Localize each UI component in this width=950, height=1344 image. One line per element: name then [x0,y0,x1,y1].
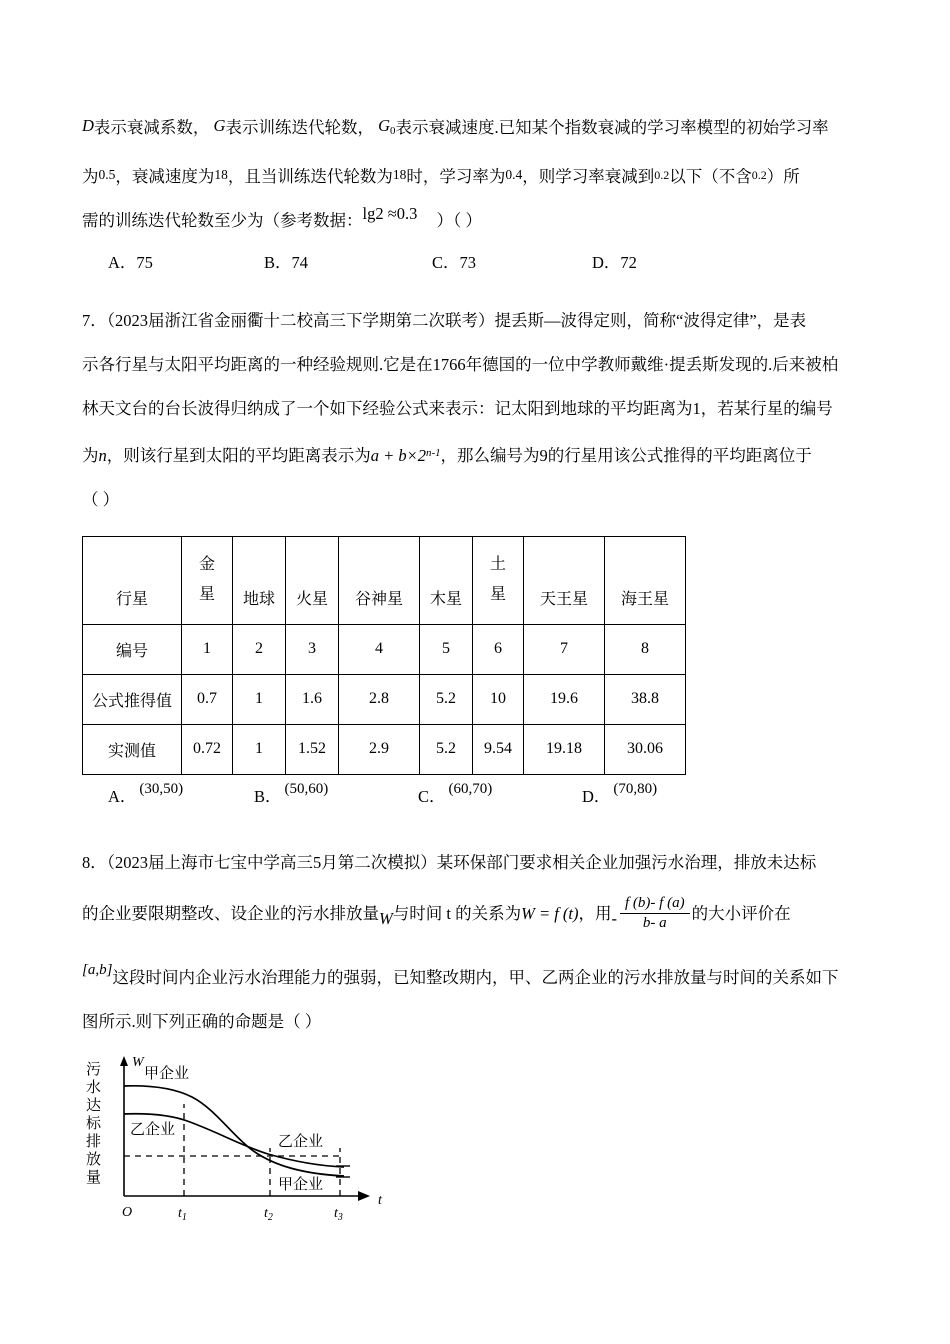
q6-line2-text-g: ）所 [766,167,800,187]
option-a-q6[interactable]: A．75 [108,253,153,273]
formula-tb-law: $a + b\times 2^{n-1}$ [370,445,441,465]
q6-line-1 [82,104,872,153]
q8-body-3: 这段时间内企业污水治理能力的强弱，已知整改期内，甲、乙两企业的污水排放量与时间的关系如下 [112,967,839,987]
question-6-options [82,249,872,293]
y-axis-label-char-2: 达 [86,1097,102,1114]
q7-source: （2023届浙江省金丽衢十二校高三下学期第二次联考） [106,311,495,331]
cell-formula-1: 0.7 [182,674,233,724]
q6-line3-text-a: 需的训练迭代轮数至少为（参考数据： [82,211,363,231]
interval-a-b: [a,b] [82,961,113,978]
cell-measured-3: 1.52 [286,724,339,774]
q8-line-4 [82,1000,872,1044]
table-row-formula-values [83,674,686,724]
q7-line-1 [82,299,872,343]
x-axis-arrow [358,1191,370,1201]
y-axis-label-char-0: 污 [86,1061,102,1078]
y-axis-label-group [86,1061,102,1186]
q7-line-2 [82,343,872,387]
q8-line-1 [82,841,872,885]
cell-planet-venus: 金 星 [182,536,233,624]
q7-line-5 [82,478,872,522]
q8-number: 8． [82,852,107,872]
y-axis-label-char-3: 标 [86,1115,102,1132]
symbol-G: G [213,116,226,135]
cell-measured-5: 5.2 [420,724,473,774]
row-label-measured-value: 实测值 [83,724,182,774]
cell-measured-1: 0.72 [182,724,233,774]
q6-line2-text-f: 以下（不含 [669,167,752,187]
q8-source: （2023届上海市七宝中学高三5月第二次模拟） [106,852,437,872]
cell-number-6: 6 [473,624,524,674]
option-b-q6[interactable]: B．74 [264,253,309,273]
option-d-q6[interactable]: D．72 [592,253,637,273]
q7-body-1: 提丢斯—波得定则，简称“波得定律”，是表 [494,311,807,331]
y-axis-arrow [120,1056,128,1066]
q7-body-4b: ，则该行星到太阳的平均距离表示为 [106,445,371,465]
q6-line2-text-e: ，则学习率衰减到 [522,167,655,187]
planet-data-table [82,536,686,775]
curve-label-yi-left: 乙企业 [130,1121,176,1138]
q8-line-3 [82,948,872,1000]
option-c-q7[interactable]: C． (60,70) [418,780,493,806]
cell-formula-6: 10 [473,674,524,724]
relation-W-equals-f-t: W = f (t) [521,903,579,923]
option-c-q6[interactable]: C．73 [432,253,477,273]
y-axis-label-char-6: 量 [86,1169,102,1186]
q7-body-4c: ，那么编号为9的行星用该公式推得的平均距离位于 [440,445,812,465]
cell-number-4: 4 [339,624,420,674]
q7-body-3: 林天文台的台长波得归纳成了一个如下经验公式来表示：记太阳到地球的平均距离为1，若某行星的编号 [82,399,833,419]
q7-body-2: 示各行星与太阳平均距离的一种经验规则.它是在1766年德国的一位中学教师戴维·提丢斯发现的.后来被柏 [82,355,839,375]
y-axis-label-char-1: 水 [86,1079,102,1096]
cell-planet-mars: 火星 [286,536,339,624]
cell-measured-7: 19.18 [524,724,605,774]
q8-body-2a: 的企业要限期整改、设企业的污水排放量 [82,903,379,923]
q6-line2-text-b: ，衰减速度为 [115,167,215,187]
q7-number: 7． [82,311,107,331]
cell-formula-2: 1 [233,674,286,724]
row-label-formula-value: 公式推得值 [83,674,182,724]
y-axis-label-char-5: 放 [86,1151,102,1168]
q6-line1-text-c: 表示衰减速度.已知某个指数衰减的学习率模型的初始学习率 [395,118,829,137]
q8-body-2c: ，用 [578,903,612,923]
cell-measured-4: 2.9 [339,724,420,774]
q7-line-3 [82,387,872,431]
y-axis-label-char-4: 排 [86,1133,102,1150]
y-axis-symbol: W [132,1054,144,1070]
table-row-planet-names [83,536,686,624]
cell-number-1: 1 [182,624,233,674]
q8-body-2d: 的大小评价在 [691,903,791,923]
q6-line2-text-c: ，且当训练迭代轮数为 [227,167,393,187]
value-threshold: 0.2 [654,168,670,183]
cell-planet-ceres: 谷神星 [339,536,420,624]
q8-body-4: 图所示.则下列正确的命题是（ ） [82,1011,322,1031]
cell-number-7: 7 [524,624,605,674]
cell-planet-earth: 地球 [233,536,286,624]
question-8 [82,841,872,1044]
cell-number-2: 2 [233,624,286,674]
x-tick-label-t1: $t_1$ [178,1205,187,1223]
option-d-q7[interactable]: D． (70,80) [582,780,658,806]
curve-label-yi-right: 乙企业 [278,1133,324,1150]
cell-measured-6: 9.54 [473,724,524,774]
q6-line1-text-b: 表示训练迭代轮数， [225,118,374,137]
value-learning-rate: 0.4 [505,167,523,183]
table-row-numbers [83,624,686,674]
symbol-W: W [379,908,393,928]
x-axis-symbol: t [378,1192,382,1208]
q6-line-3: 需的训练迭代轮数至少为（参考数据： lg2 ≈0.3 ）（ ） [82,204,482,231]
cell-measured-8: 30.06 [605,724,686,774]
question-7-options [82,781,872,825]
cell-formula-7: 19.6 [524,674,605,724]
option-a-q7[interactable]: A． (30,50) [108,780,184,806]
cell-number-3: 3 [286,624,339,674]
x-tick-label-t3: $t_3$ [334,1205,343,1223]
symbol-D: D [82,116,94,135]
q7-line-4 [82,431,872,478]
cell-formula-3: 1.6 [286,674,339,724]
table-row-measured-values [83,724,686,774]
q6-line2-text-d: 时，学习率为 [406,167,506,187]
value-initial-rate: 0.5 [98,167,116,183]
question-6-tail [82,104,872,243]
q6-line3-text-b: ）（ ） [436,211,482,231]
q6-line-2 [82,153,872,199]
q6-line2-text-a: 为 [82,167,99,187]
curve-label-jia-bottom: 甲企业 [278,1176,324,1193]
q8-line-2 [82,885,872,948]
cell-number-8: 8 [605,624,686,674]
row-label-number: 编号 [83,624,182,674]
cell-number-5: 5 [420,624,473,674]
cell-planet-jupiter: 木星 [420,536,473,624]
origin-label: O [122,1204,133,1220]
page-content [82,104,872,1227]
q6-line1-text-a: 表示衰减系数， [93,118,210,137]
cell-measured-2: 1 [233,724,286,774]
option-b-q7[interactable]: B． (50,60) [254,780,329,806]
cell-formula-4: 2.8 [339,674,420,724]
cell-planet-saturn: 土 星 [473,536,524,624]
pollution-discharge-figure [82,1052,412,1227]
minus-sign: - [611,908,618,928]
x-tick-label-t2: $t_2$ [264,1205,273,1223]
cell-formula-5: 5.2 [420,674,473,724]
value-threshold-2: 0.2 [751,168,767,183]
value-decay-speed: 18 [214,167,228,183]
symbol-G0: $G_0$ [378,116,396,138]
q8-body-1: 某环保部门要求相关企业加强污水治理，排放未达标 [436,852,817,872]
symbol-n: n [98,445,107,465]
value-rounds: 18 [392,167,407,183]
cell-formula-8: 38.8 [605,674,686,724]
q7-body-4a: 为 [82,445,99,465]
curve-label-jia-top: 甲企业 [144,1065,190,1082]
figure-svg [82,1052,412,1227]
q8-body-2b: 与时间 t 的关系为 [392,903,522,923]
question-7 [82,299,872,522]
difference-quotient-fraction: $\frac{f (b)- f (a)}{b- a}$ [620,895,690,932]
cell-planet-uranus: 天王星 [524,536,605,624]
q7-body-5: （ ） [82,489,120,509]
cell-planet-neptune: 海王星 [605,536,686,624]
row-label-planet: 行星 [83,536,182,624]
